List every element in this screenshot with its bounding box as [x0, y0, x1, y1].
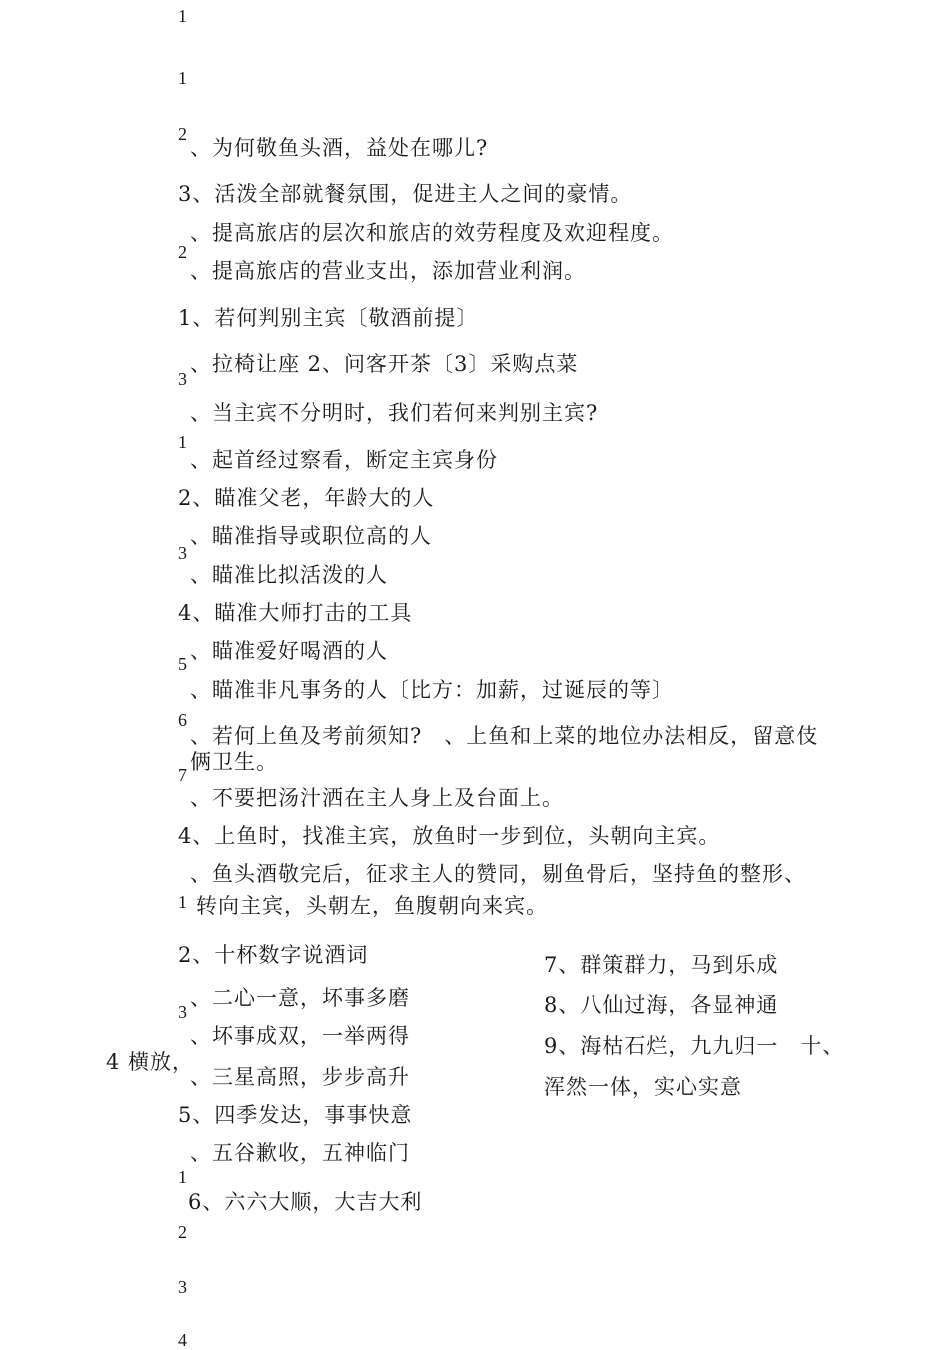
margin-number: 5 — [178, 654, 187, 674]
heading-line: 1、若何判别主宾〔敬酒前提〕 — [178, 306, 479, 330]
margin-number: 2 — [178, 124, 187, 144]
toast-line: 5、四季发达，事事快意 — [178, 1103, 413, 1127]
toast-line: 、二心一意，坏事多磨 — [190, 986, 410, 1010]
toast-line: 8、八仙过海，各显神通 — [544, 993, 779, 1017]
text-line: 、瞄准比拟活泼的人 — [190, 563, 388, 587]
text-line: 俩卫生。 — [190, 750, 278, 774]
margin-number: 1 — [178, 6, 187, 26]
text-line: 、鱼头酒敬完后，征求主人的赞同，剔鱼骨后，坚持鱼的整形、 — [190, 862, 806, 886]
toast-line: 9、海枯石烂，九九归一 十、 — [544, 1034, 845, 1058]
text-line: 4、上鱼时，找准主宾，放鱼时一步到位，头朝向主宾。 — [178, 824, 721, 848]
toast-line: 、三星高照，步步高升 — [190, 1065, 410, 1089]
margin-number: 2 — [178, 1222, 187, 1242]
margin-number: 1 — [178, 1167, 187, 1187]
question-line: 、若何上鱼及考前须知? 、上鱼和上菜的地位办法相反，留意伎 — [190, 724, 819, 748]
margin-number: 3 — [178, 1002, 187, 1022]
margin-number: 1 — [178, 892, 187, 912]
heading-line: 2、十杯数字说酒词 — [178, 943, 369, 967]
margin-number: 2 — [178, 242, 187, 262]
question-line: 、为何敬鱼头酒，益处在哪儿? — [190, 136, 489, 160]
text-line: 转向主宾，头朝左，鱼腹朝向来宾。 — [196, 894, 548, 918]
margin-number: 1 — [178, 432, 187, 452]
text-line: 、不要把汤汁洒在主人身上及台面上。 — [190, 786, 564, 810]
text-line: 4、瞄准大师打击的工具 — [178, 601, 413, 625]
toast-line: 7、群策群力，马到乐成 — [544, 953, 779, 977]
question-line: 、当主宾不分明时，我们若何来判别主宾? — [190, 401, 599, 425]
margin-number: 3 — [178, 1277, 187, 1297]
margin-number: 6 — [178, 710, 187, 730]
text-line: 、起首经过察看，断定主宾身份 — [190, 448, 498, 472]
text-line: 、瞄准非凡事务的人〔比方：加薪，过诞辰的等〕 — [190, 678, 674, 702]
side-note: 4 横放， — [106, 1050, 195, 1074]
toast-line: 、五谷歉收，五神临门 — [190, 1141, 410, 1165]
margin-number: 7 — [178, 765, 187, 785]
text-line: 、提高旅店的层次和旅店的效劳程度及欢迎程度。 — [190, 221, 674, 245]
margin-number: 3 — [178, 543, 187, 563]
toast-line: 浑然一体，实心实意 — [544, 1075, 742, 1099]
text-line: 3、活泼全部就餐氛围，促进主人之间的豪情。 — [178, 182, 633, 206]
toast-line: 、坏事成双，一举两得 — [190, 1024, 410, 1048]
margin-number: 4 — [178, 1330, 187, 1350]
margin-number: 3 — [178, 369, 187, 389]
margin-number: 1 — [178, 68, 187, 88]
text-line: 、提高旅店的营业支出，添加营业利润。 — [190, 259, 586, 283]
text-line: 、瞄准爱好喝酒的人 — [190, 639, 388, 663]
text-line: 2、瞄准父老，年龄大的人 — [178, 486, 435, 510]
text-line: 、瞄准指导或职位高的人 — [190, 524, 432, 548]
toast-line: 6、六六大顺，大吉大利 — [188, 1190, 423, 1214]
text-line: 、拉椅让座 2、问客开茶〔3〕采购点菜 — [190, 352, 579, 376]
